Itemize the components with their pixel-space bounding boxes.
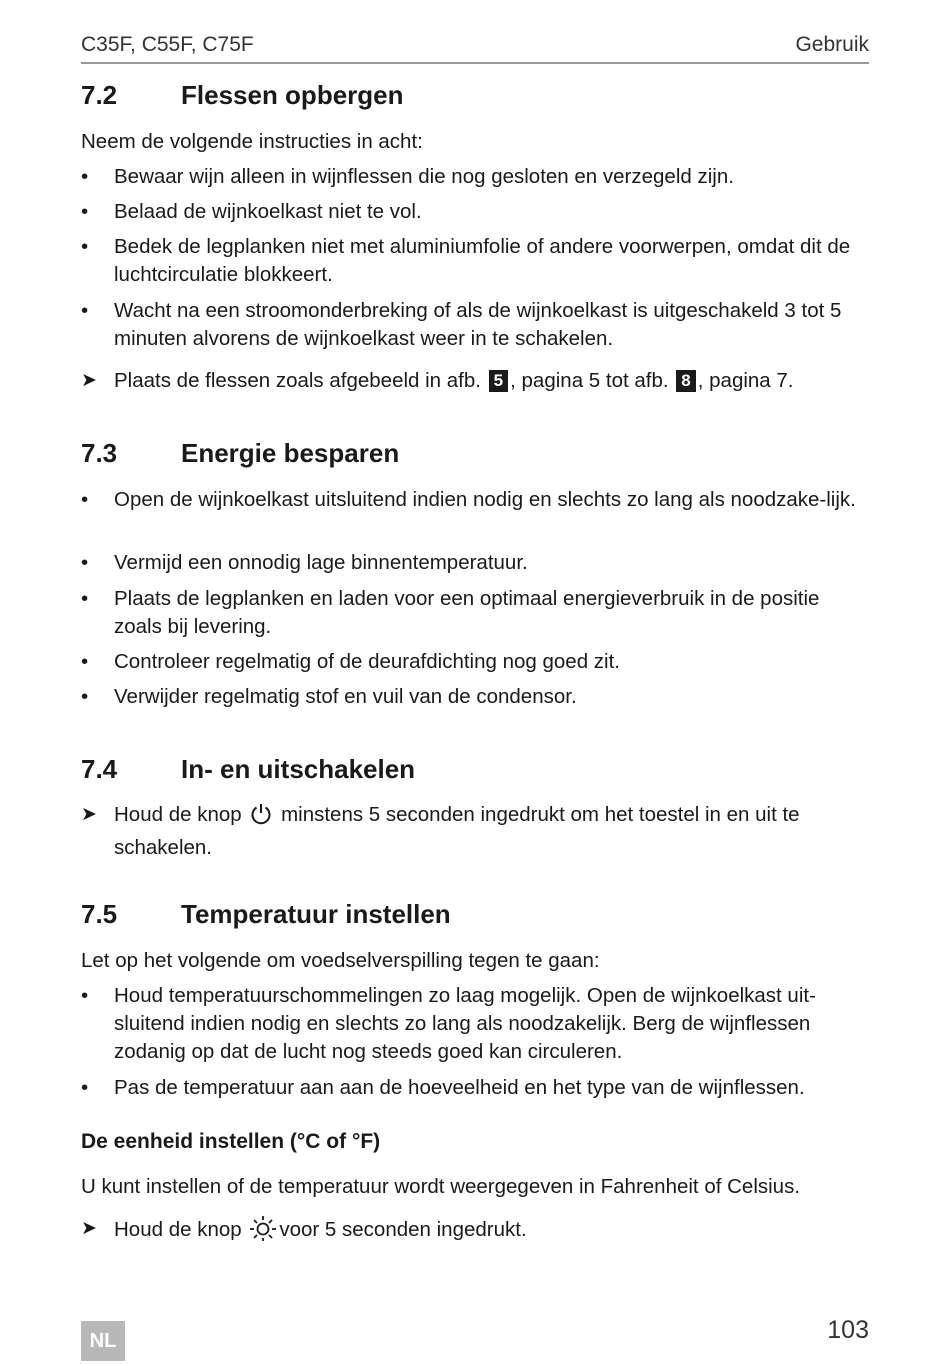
section-7-5-heading: 7.5 Temperatuur instellen: [81, 899, 451, 929]
header-models: C35F, C55F, C75F: [81, 33, 254, 56]
list-item: • Plaats de legplanken en laden voor een optimaal energieverbruik in de positie zoals bij levering.: [81, 587, 820, 638]
figure-ref-badge: 5: [489, 370, 508, 392]
list-item: • Bewaar wijn alleen in wijnflessen die nog gesloten en verzegeld zijn.: [81, 165, 734, 188]
arrow-icon: ➤: [81, 804, 97, 825]
list-item: • Bedek de legplanken niet met aluminiumfolie of andere voorwerpen, omdat dit de luchtcirculatie blokkeert.: [81, 235, 851, 286]
list-item: • Pas de temperatuur aan aan de hoeveelheid en het type van de wijnflessen.: [81, 1076, 805, 1099]
unit-paragraph: U kunt instellen of de temperatuur wordt weergegeven in Fahrenheit of Celsius.: [81, 1175, 801, 1198]
language-tab: NL: [81, 1321, 125, 1361]
page-header: [81, 30, 869, 64]
list-item: • Wacht na een stroomonderbreking of als de wijnkoelkast is uitgeschakeld 3 tot 5 minuten alvorens de wijnkoelkast weer in te schakelen.: [81, 299, 842, 350]
instruction-step: ➤ Houd de knop voor 5 seconden ingedrukt.: [81, 1215, 869, 1249]
list-item: • Vermijd een onnodig lage binnentemperatuur.: [81, 551, 528, 574]
list-item: • Houd temperatuurschommelingen zo laag mogelijk. Open de wijnkoelkast uit-sluitend indien nodig en slechts zo lang als noodzakelijk. Berg de wijnflessen zodanig op dat de lucht nog steeds goed kan circuleren.: [81, 984, 816, 1063]
section-7-5-intro: Let op het volgende om voedselverspilling tegen te gaan:: [81, 949, 600, 972]
arrow-icon: ➤: [81, 370, 97, 391]
section-7-2-heading: 7.2 Flessen opbergen: [81, 80, 404, 110]
instruction-step: ➤ Plaats de flessen zoals afgebeeld in afb. 5 , pagina 5 tot afb. 8 , pagina 7.: [81, 367, 869, 395]
page-number: 103: [827, 1316, 869, 1344]
list-item: • Belaad de wijnkoelkast niet te vol.: [81, 200, 422, 223]
section-7-2-intro: Neem de volgende instructies in acht:: [81, 130, 423, 153]
section-7-3-heading: 7.3 Energie besparen: [81, 438, 400, 468]
power-icon: [249, 802, 273, 834]
figure-ref-badge: 8: [676, 370, 695, 392]
arrow-icon: ➤: [81, 1218, 97, 1239]
section-7-4-heading: 7.4 In- en uitschakelen: [81, 754, 416, 784]
list-item: • Controleer regelmatig of de deurafdichting nog goed zit.: [81, 650, 620, 673]
light-icon: [249, 1215, 277, 1249]
subheading-unit: De eenheid instellen (°C of °F): [81, 1130, 381, 1153]
header-section: Gebruik: [795, 33, 869, 56]
list-item: • Verwijder regelmatig stof en vuil van de condensor.: [81, 685, 577, 708]
instruction-step: ➤ Houd de knop minstens 5 seconden ingedrukt om het toestel in en uit te schakelen.: [81, 803, 800, 859]
list-item: • Open de wijnkoelkast uitsluitend indien nodig en slechts zo lang als noodzake-lijk.: [81, 488, 856, 511]
